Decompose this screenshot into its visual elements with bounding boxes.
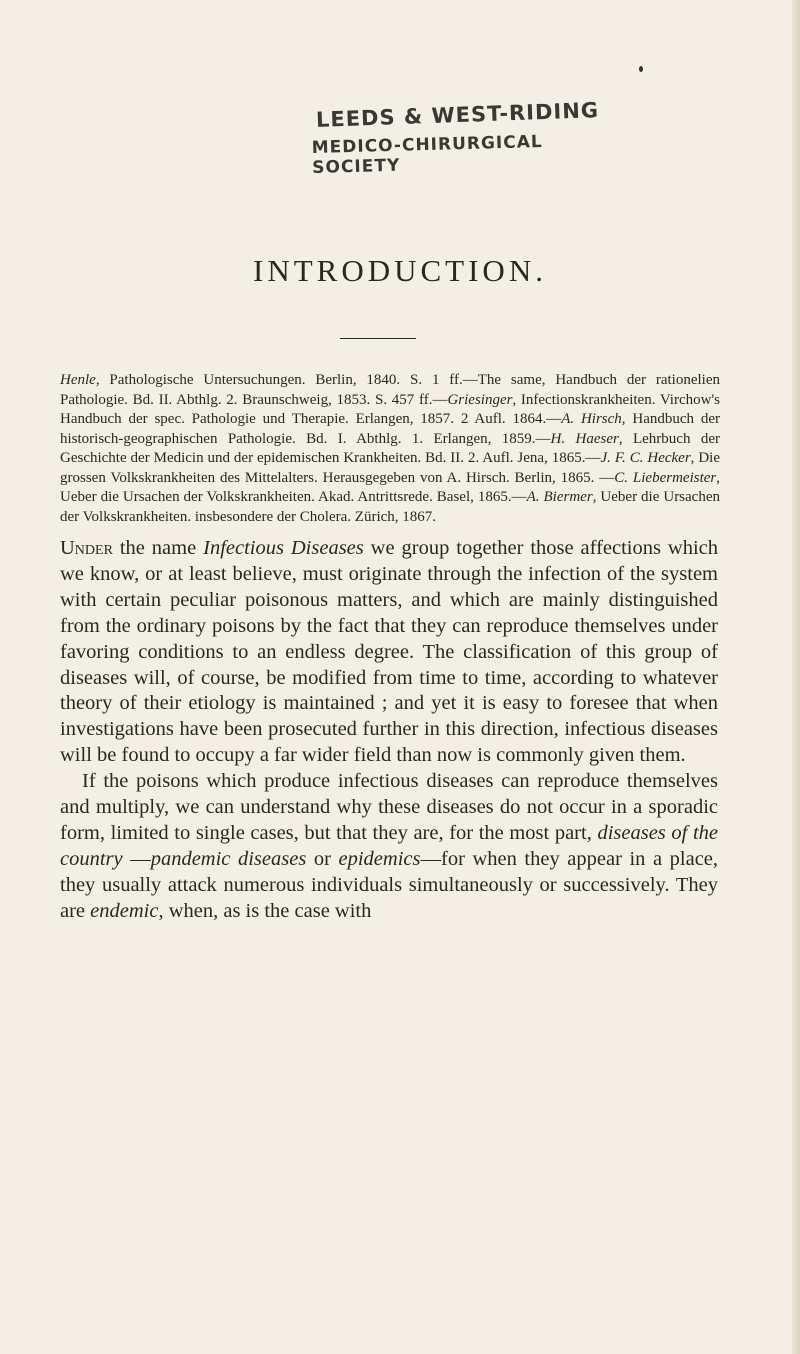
bibliography-run: H. Haeser [550, 430, 619, 447]
paragraph2-run: or [306, 847, 339, 870]
stamp-line-1: LEEDS & WEST-RIDING [315, 98, 600, 132]
paragraph1-run: we group together those affections which we know, or at least believe, must originate through the infection of the system with certain peculiar poisonous matters, and which are mainly distinguished from the ordinary poisons by the fact that they can reproduce themselves under favoring conditions to an endless degree. The classification of this group of diseases will, of course, be modified from time to time, according to whatever theory of their etiology is maintained ; and yet it is easy to foresee that when investigations have been prosecuted further in this direction, infectious diseases will be found to occupy a far wider field than now is commonly given them. [60, 537, 718, 767]
paragraph2-run: epidemics [338, 847, 421, 870]
bibliography-run: , Lehrbuch der Geschichte der Medicin und der epidemischen Krankheiten. Bd. II. 2. Aufl. Jena, 1865.— [60, 430, 720, 466]
paragraph2-run: —for when they appear in a place, they usually attack numerous individuals simultaneously or successively. They are [60, 847, 719, 922]
bibliography-run: , Ueber die Ursachen der Volkskrankheiten. insbesondere der Cholera. Zürich, 1867. [60, 489, 720, 525]
bibliography-run: , Infectionskrankheiten. Virchow's Handbuch der spec. Pathologie und Therapie. Erlangen, 1857. 2 Aufl. 1864.— [60, 391, 720, 427]
paragraph1-run: Infectious Diseases [203, 537, 364, 559]
bibliography-run: A. Biermer [526, 489, 593, 505]
paragraph-2 [60, 769, 718, 924]
paragraph2-run: pandemic diseases [150, 847, 307, 870]
paragraph-1 [60, 536, 718, 769]
bibliography-run: Henle [60, 372, 96, 388]
paragraph1-run: the name [112, 537, 204, 559]
chapter-heading: INTRODUCTION. [253, 253, 547, 288]
bibliography-run: , Die grossen Volkskrankheiten des Mittelalters. Herausgegeben von A. Hirsch. Berlin, 1865. — [60, 450, 720, 486]
ink-mark [639, 66, 643, 72]
bibliography-run: , Handbuch der historisch-geographischen Pathologie. Bd. I. Abthlg. 1. Erlangen, 1859.— [60, 411, 720, 447]
paragraph2-run: diseases of the country [60, 821, 718, 870]
bibliography-text [60, 372, 720, 525]
bibliography-run: , Ueber die Ursachen der Volkskrankheiten. Akad. Antrittsrede. Basel, 1865.— [60, 469, 720, 505]
paragraph2-run: , when, as is the case with [158, 899, 372, 922]
paragraph2-run: — [122, 847, 151, 870]
paragraph2-run: If the poisons which produce infectious diseases can reproduce themselves and multiply, we can understand why these diseases do not occur in a sporadic form, limited to single cases, but that they are, for the most part, [60, 770, 718, 844]
bibliography-run: , Pathologische Untersuchungen. Berlin, 1840. S. 1 ff.—The same, Handbuch der rationelien Pathologie. Bd. II. Abthlg. 2. Braunschweig, 1853. S. 457 ff.— [60, 372, 720, 408]
bibliography-run: C. Liebermeister [614, 469, 717, 486]
body-text [60, 536, 718, 925]
bibliography-run: J. F. C. Hecker [600, 450, 691, 466]
page-edge [792, 0, 800, 1354]
library-stamp [311, 98, 632, 178]
paragraph1-run: Under [60, 537, 113, 559]
bibliography-block [60, 371, 720, 527]
bibliography-run: A. Hirsch [561, 411, 622, 427]
bibliography-run: Griesinger [447, 391, 513, 408]
stamp-line-2: MEDICO-CHIRURGICAL SOCIETY [311, 131, 543, 178]
paragraph2-run: endemic [90, 899, 159, 922]
heading-rule [340, 338, 416, 339]
